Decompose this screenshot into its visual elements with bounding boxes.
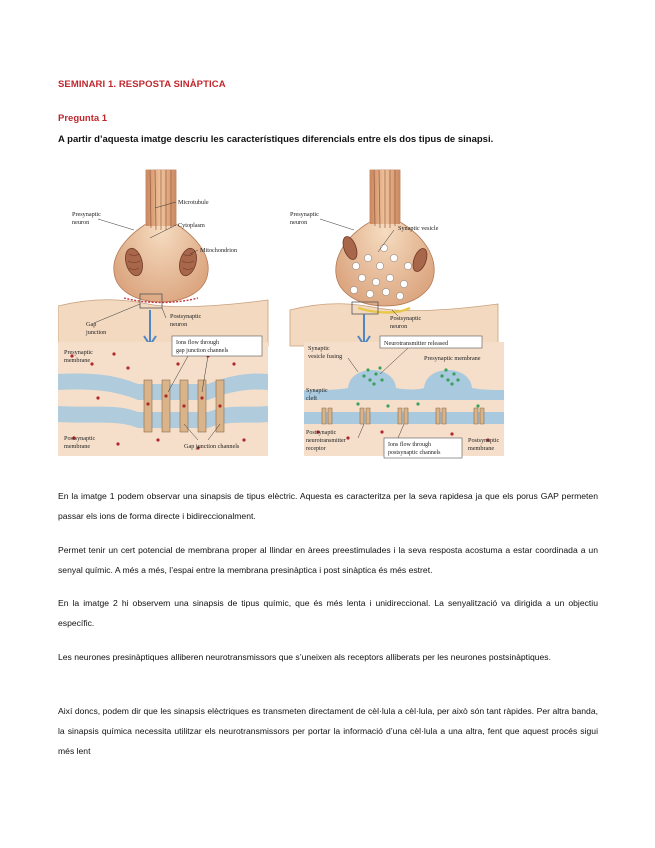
cytoplasm-label: Cytoplasm: [178, 222, 205, 229]
left-ions-flow-label: Ions flow through gap junction channels: [176, 340, 229, 354]
paragraph-2: Permet tenir un cert potencial de membrana proper al llindar en àrees preestimulades i la seva resposta acostuma a estar coordinada a un senyal químic. A més a més, l’espai entre la membrana presinàptica i post sinàptica és més estret.: [58, 545, 598, 575]
document-title: SEMINARI 1. RESPOSTA SINÀPTICA: [58, 79, 226, 90]
electrical-synapse-diagram: [58, 170, 268, 456]
vesicle-fusing-label: Synaptic vesicle fusing: [308, 345, 343, 360]
synaptic-cleft-label: Synaptic cleft: [306, 387, 328, 402]
paragraph-4: Les neurones presinàptiques alliberen neurotransmissors que s’uneixen als receptors alliberats per les neurones postsinàptiques.: [58, 652, 551, 662]
left-presynaptic-membrane-label: Presynaptic membrane: [64, 349, 93, 364]
paragraph-3: En la imatge 2 hi observem una sinapsis de tipus químic, que és més lenta i unidireccional. La senyalització va dirigida a un objectiu específic.: [58, 598, 598, 628]
paragraph-5: Així doncs, podem dir que les sinapsis elèctriques es transmeten directament de cèl·lula a cèl·lula, per això són tant ràpides. Per altra banda, la sinapsis química necessita utilitzar els neurotransmissors per portar la informació d’una cèl·lula a una altra, fent que aquest procés sigui més lent: [58, 706, 598, 756]
right-postsynaptic-neuron-label: Postsynaptic neuron: [390, 315, 422, 330]
synapse-figure: [58, 168, 506, 460]
right-presynaptic-neuron-label: Presynaptic neuron: [290, 211, 319, 226]
right-presynaptic-membrane-label: Presynaptic membrane: [424, 355, 481, 362]
question-label: Pregunta 1: [58, 113, 108, 124]
neurotransmitter-released-label: Neurotransmitter released: [384, 340, 449, 347]
right-ions-flow-label: Ions flow through postsynaptic channels: [388, 442, 441, 456]
chemical-synapse-diagram: [290, 170, 504, 458]
left-postsynaptic-neuron-label: Postsynaptic neuron: [170, 313, 202, 328]
gap-junction-channels-label: Gap junction channels: [184, 443, 240, 450]
question-prompt: A partir d’aquesta imatge descriu les característiques diferencials entre els dos tipus de sinapsi.: [58, 134, 494, 145]
gap-junction-label: Gap junction: [86, 321, 107, 336]
right-postsynaptic-membrane-label: Postsynaptic membrane: [468, 437, 500, 452]
left-presynaptic-neuron-label: Presynaptic neuron: [72, 211, 101, 226]
microtubule-label: Microtubule: [178, 199, 209, 206]
synaptic-vesicle-label: Synaptic vesicle: [398, 225, 439, 232]
neurotransmitter-receptor-label: Postsynaptic neurotransmitter receptor: [306, 430, 346, 452]
mitochondrion-label: Mitochondrion: [200, 247, 238, 254]
left-postsynaptic-membrane-label: Postsynaptic membrane: [64, 435, 96, 450]
paragraph-1: En la imatge 1 podem observar una sinapsis de tipus elèctric. Aquesta es caracteritza per la seva rapidesa ja que els porus GAP permeten passar els ions de forma directe i bidireccionalment.: [58, 491, 598, 521]
